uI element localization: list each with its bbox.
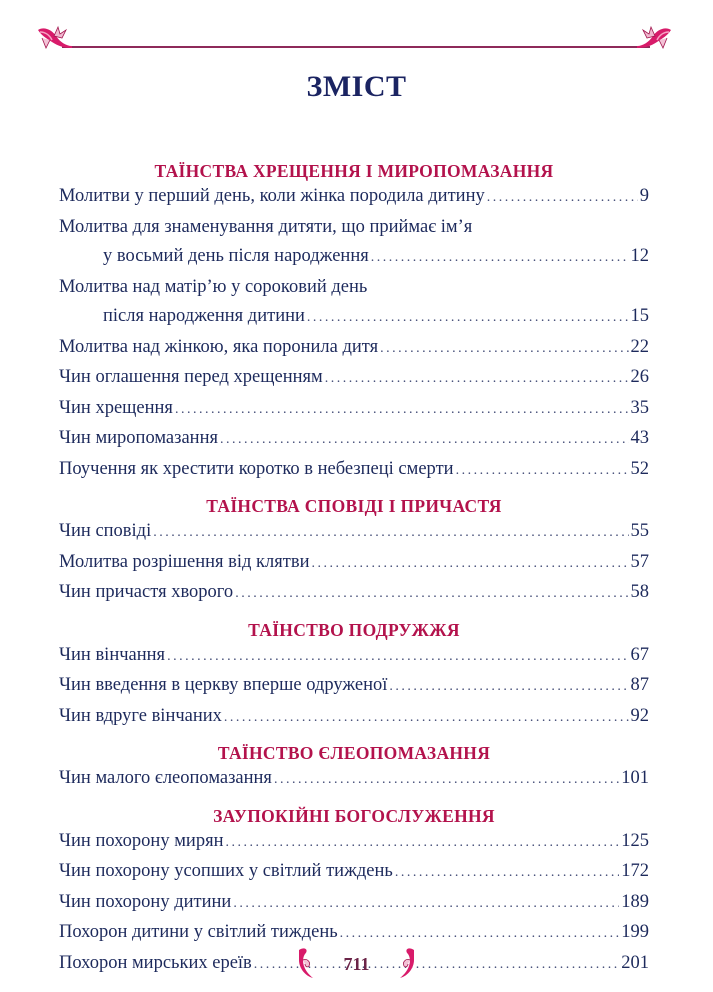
entry-page: 9 — [639, 186, 649, 206]
page-title: ЗМІСТ — [306, 70, 407, 103]
entry-page: 172 — [621, 861, 649, 881]
entry-title: Чин хрещення — [59, 397, 173, 418]
dot-leader — [175, 395, 629, 425]
dot-leader — [224, 703, 629, 733]
entry-page: 55 — [630, 521, 649, 541]
dot-leader — [274, 765, 619, 795]
entry-page: 57 — [630, 551, 649, 572]
entry-page: 22 — [630, 336, 649, 357]
entry-page: 67 — [630, 644, 649, 665]
toc-entry[interactable] — [59, 548, 649, 579]
page-number: 711 — [343, 953, 370, 974]
fleuron-ornament-icon — [637, 24, 673, 52]
dot-leader — [153, 518, 628, 548]
toc-entry[interactable] — [59, 424, 649, 455]
toc-entry[interactable] — [59, 182, 649, 213]
entry-title: Чин оглашення перед хрещенням — [59, 367, 323, 387]
entry-page: 87 — [630, 675, 649, 695]
dot-leader — [220, 425, 629, 455]
entry-title-line1: Молитва над матір’ю у сороковий день — [59, 276, 368, 297]
entry-page: 201 — [621, 952, 649, 973]
dot-leader — [456, 456, 629, 486]
section-heading: ТАЇНСТВА ХРЕЩЕННЯ І МИРОПОМАЗАННЯ — [154, 161, 554, 181]
dot-leader — [380, 334, 628, 364]
entry-title: Похорон дитини у світлий тиждень — [59, 922, 338, 942]
entry-title: Чин сповіді — [59, 521, 152, 541]
toc-entry[interactable] — [59, 455, 649, 486]
dot-leader — [225, 828, 619, 858]
header-rule — [62, 46, 650, 48]
entry-title: Молитва розрішення від клятви — [59, 551, 310, 572]
entry-page: 52 — [630, 458, 649, 479]
dot-leader — [307, 303, 629, 333]
entry-title: Молитви у перший день, коли жінка породила дитину — [59, 186, 485, 206]
dot-leader — [233, 889, 619, 919]
entry-title-line1: Молитва для знаменування дитяти, що приймає ім’я — [59, 216, 473, 237]
toc-entry[interactable] — [59, 273, 649, 333]
toc-entry[interactable] — [59, 671, 649, 702]
entry-title: Чин вінчання — [59, 644, 166, 665]
entry-title: Похорон мирських ереїв — [59, 952, 252, 973]
entry-title: Чин похорону дитини — [59, 891, 232, 912]
entry-title: у восьмий день після народження — [103, 246, 369, 266]
table-of-contents — [59, 150, 649, 979]
entry-title: Чин причастя хворого — [59, 582, 234, 602]
dot-leader — [487, 183, 638, 213]
entry-page: 12 — [630, 246, 649, 266]
toc-entry[interactable] — [59, 213, 649, 273]
toc-section — [59, 615, 649, 733]
section-heading: ТАЇНСТВО ПОДРУЖЖЯ — [248, 619, 460, 640]
entry-title: Чин похорону мирян — [59, 830, 224, 851]
dot-leader — [389, 672, 628, 702]
toc-section — [59, 738, 649, 795]
entry-title: Чин малого єлеопомазання — [59, 768, 272, 788]
toc-entry[interactable] — [59, 918, 649, 949]
entry-title: Чин похорону усопших у світлий тиждень — [59, 861, 393, 881]
toc-entry[interactable] — [59, 641, 649, 672]
entry-title: Чин вдруге вінчаних — [59, 705, 222, 726]
toc-section — [59, 491, 649, 609]
dot-leader — [235, 579, 628, 609]
section-heading: ТАЇНСТВА СПОВІДІ І ПРИЧАСТЯ — [206, 496, 502, 516]
entry-page: 101 — [621, 768, 649, 788]
entry-page: 199 — [621, 922, 649, 942]
entry-page: 92 — [630, 705, 649, 726]
entry-title: Чин миропомазання — [59, 428, 218, 448]
toc-entry[interactable] — [59, 827, 649, 858]
dot-leader — [340, 919, 620, 949]
toc-section — [59, 156, 649, 485]
toc-entry[interactable] — [59, 363, 649, 394]
entry-title: Молитва над жінкою, яка поронила дитя — [59, 336, 379, 357]
entry-page: 189 — [621, 891, 649, 912]
dot-leader — [167, 642, 628, 672]
section-heading: ЗАУПОКІЙНІ БОГОСЛУЖЕННЯ — [213, 805, 495, 826]
dot-leader — [325, 364, 629, 394]
toc-entry[interactable] — [59, 764, 649, 795]
toc-entry[interactable] — [59, 578, 649, 609]
entry-title: Поучення як хрестити коротко в небезпеці смерти — [59, 458, 454, 479]
entry-page: 58 — [630, 582, 649, 602]
dot-leader — [312, 549, 629, 579]
entry-title: Чин введення в церкву вперше одруженої — [59, 675, 388, 695]
entry-page: 35 — [630, 397, 649, 418]
dot-leader — [371, 243, 629, 273]
entry-page: 43 — [630, 428, 649, 448]
toc-entry[interactable] — [59, 857, 649, 888]
entry-page: 26 — [630, 367, 649, 387]
entry-title: після народження дитини — [103, 306, 305, 326]
section-heading: ТАЇНСТВО ЄЛЕОПОМАЗАННЯ — [217, 743, 491, 763]
entry-page: 15 — [630, 306, 649, 326]
toc-entry[interactable] — [59, 702, 649, 733]
fleuron-ornament-icon — [36, 24, 72, 52]
toc-entry[interactable] — [59, 394, 649, 425]
dot-leader — [395, 858, 619, 888]
toc-entry[interactable] — [59, 517, 649, 548]
entry-page: 125 — [621, 830, 649, 851]
page-footer — [0, 946, 713, 982]
toc-entry[interactable] — [59, 888, 649, 919]
toc-entry[interactable] — [59, 333, 649, 364]
left-flourish-icon — [295, 946, 317, 982]
right-flourish-icon — [396, 946, 418, 982]
